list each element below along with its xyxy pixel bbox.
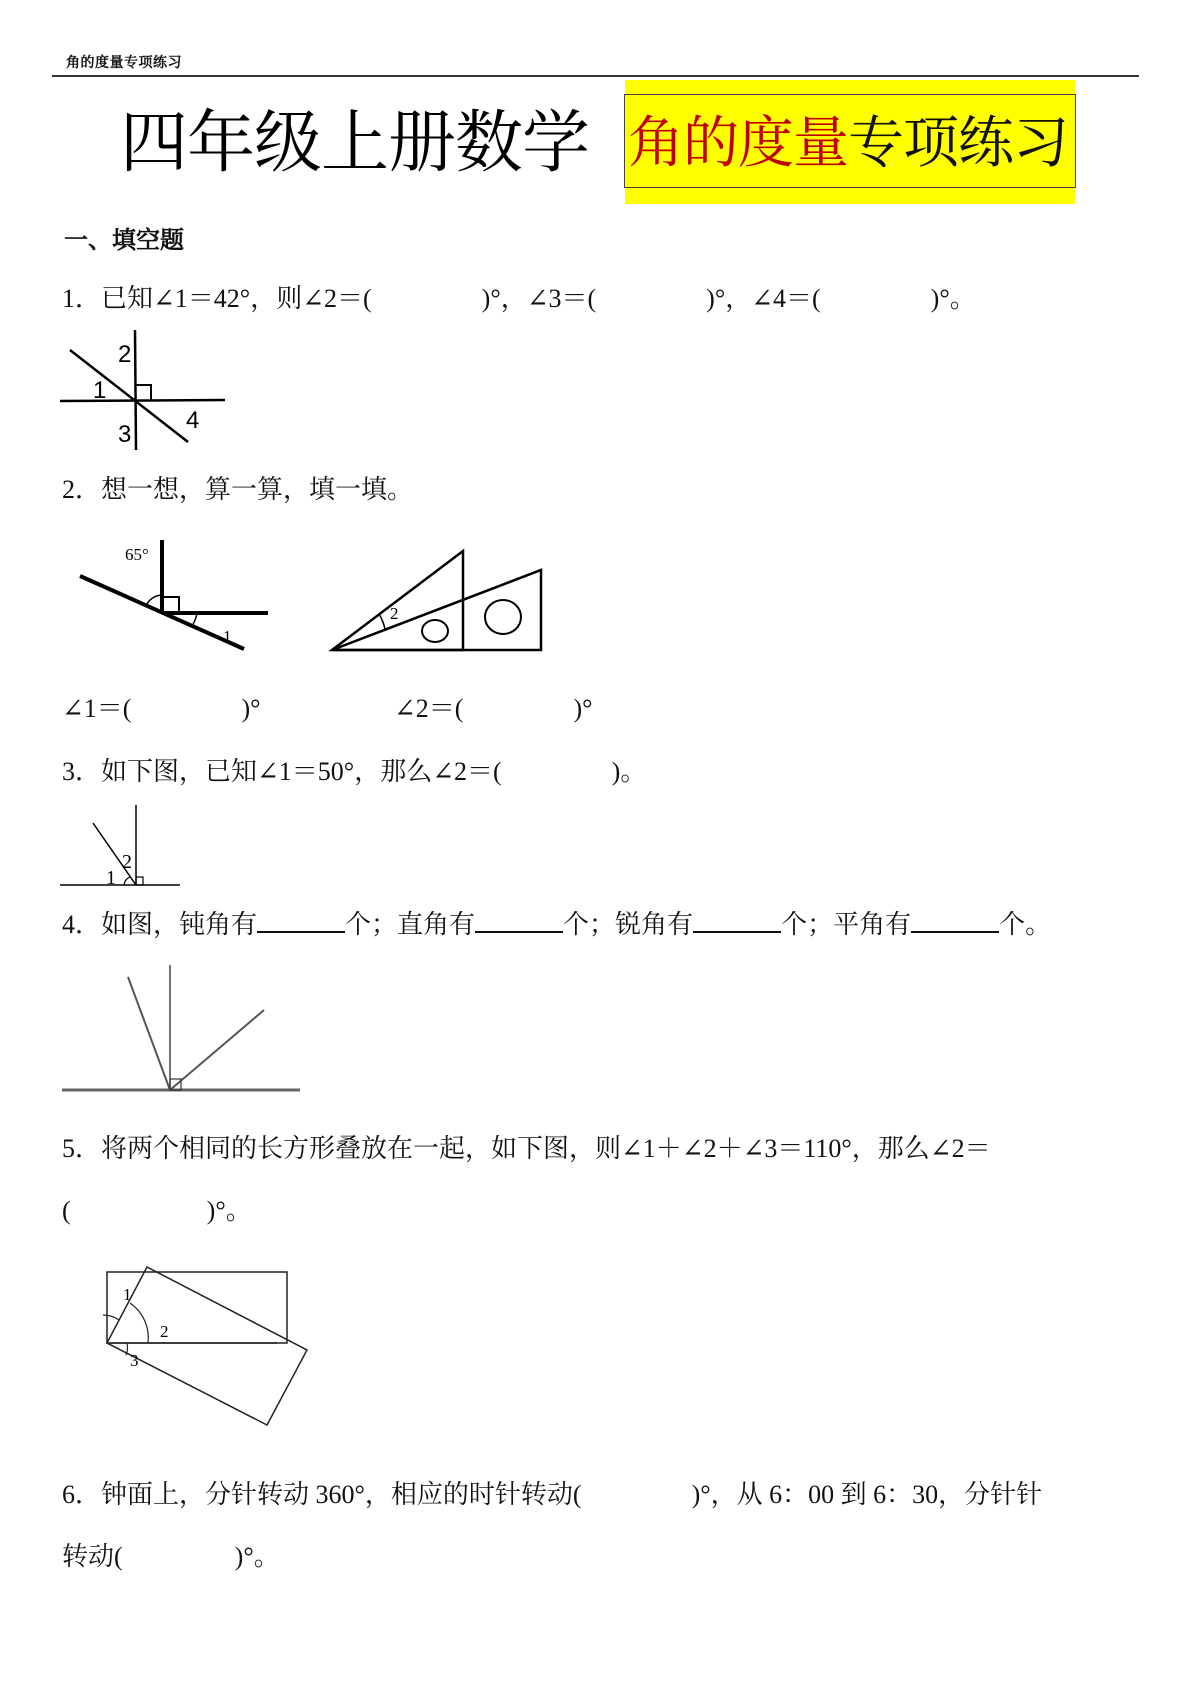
- question-2-answer-a: [62, 693, 261, 725]
- question-text: 个；锐角有: [563, 910, 694, 939]
- angle-label: 2: [390, 604, 399, 623]
- question-text: 想一想，算一算，填一填。: [101, 475, 414, 504]
- angle-label: 1: [123, 1285, 132, 1304]
- section-heading: 一、填空题: [64, 226, 184, 254]
- question-text: (: [62, 1196, 71, 1225]
- question-2: [62, 474, 413, 506]
- figure-q5-overlapping-rectangles: [90, 1260, 320, 1440]
- question-number: 3．: [62, 757, 102, 786]
- question-text: 个；平角有: [781, 910, 912, 939]
- question-text: 已知∠1＝42°，则∠2＝(: [101, 284, 372, 313]
- question-1: [62, 283, 976, 315]
- question-text: )°。: [930, 284, 976, 313]
- question-text: )°，∠3＝(: [481, 284, 597, 313]
- question-number: 6．: [62, 1480, 102, 1509]
- question-number: 2．: [62, 475, 102, 504]
- answer-blank-right-count[interactable]: [475, 909, 563, 933]
- question-2-answer-b: [394, 693, 593, 725]
- question-text: 如图，钝角有: [101, 910, 258, 939]
- angle-label: 1: [93, 377, 107, 404]
- question-text: 转动(: [62, 1542, 123, 1571]
- angle-label: 3: [130, 1351, 139, 1370]
- question-6-line-2: [62, 1541, 280, 1573]
- answer-blank-acute-count[interactable]: [693, 909, 781, 933]
- question-6-line-1: [62, 1479, 1042, 1511]
- question-text: 个；直角有: [345, 910, 476, 939]
- answer-blank-straight-count[interactable]: [911, 909, 999, 933]
- question-text: ∠1＝(: [62, 694, 132, 723]
- running-header-title: 角的度量专项练习: [66, 55, 182, 71]
- figure-q3-angles-on-line: [60, 800, 230, 895]
- question-text: )。: [611, 757, 647, 786]
- answer-blank-obtuse-count[interactable]: [257, 909, 345, 933]
- question-text: )°，从 6：00 到 6：30，分针针: [691, 1480, 1043, 1509]
- question-5-line-2: [62, 1195, 252, 1227]
- question-text: )°。: [206, 1196, 252, 1225]
- page-title-highlight: [628, 96, 1068, 192]
- angle-label: 2: [118, 341, 132, 368]
- title-highlight-red-text: 角的度量: [628, 111, 848, 176]
- header-divider: [52, 75, 1139, 77]
- angle-label: 4: [186, 407, 200, 434]
- question-text: )°: [573, 694, 593, 723]
- angle-label: 65°: [125, 545, 149, 564]
- figure-q2b-set-squares: [330, 545, 555, 655]
- angle-label: 1: [106, 867, 116, 889]
- question-text: 将两个相同的长方形叠放在一起，如下图，则∠1＋∠2＋∠3＝110°，那么∠2＝: [101, 1134, 991, 1163]
- question-number: 4．: [62, 910, 102, 939]
- angle-label: 2: [160, 1322, 169, 1341]
- question-4: [62, 909, 1051, 941]
- question-number: 5．: [62, 1134, 102, 1163]
- angle-label: 3: [118, 421, 132, 448]
- question-text: ∠2＝(: [394, 694, 464, 723]
- figure-q4-rays-from-point: [62, 965, 302, 1095]
- question-text: )°: [241, 694, 261, 723]
- question-text: )°，∠4＝(: [706, 284, 821, 313]
- angle-label: 1: [223, 627, 232, 646]
- figure-q1-intersecting-lines: [60, 330, 230, 455]
- question-text: 如下图，已知∠1＝50°，那么∠2＝(: [101, 757, 502, 786]
- question-3: [62, 756, 646, 788]
- title-highlight-black-text: 专项练习: [848, 111, 1068, 176]
- question-number: 1．: [62, 284, 102, 313]
- question-text: 钟面上，分针转动 360°，相应的时针转动(: [101, 1480, 582, 1509]
- question-5-line-1: [62, 1133, 991, 1165]
- question-text: )°。: [234, 1542, 280, 1571]
- question-text: 个。: [999, 910, 1052, 939]
- page-title-main: 四年级上册数学: [120, 104, 590, 183]
- angle-label: 2: [122, 851, 132, 873]
- figure-q2a-angle-with-right-angle: [80, 540, 280, 655]
